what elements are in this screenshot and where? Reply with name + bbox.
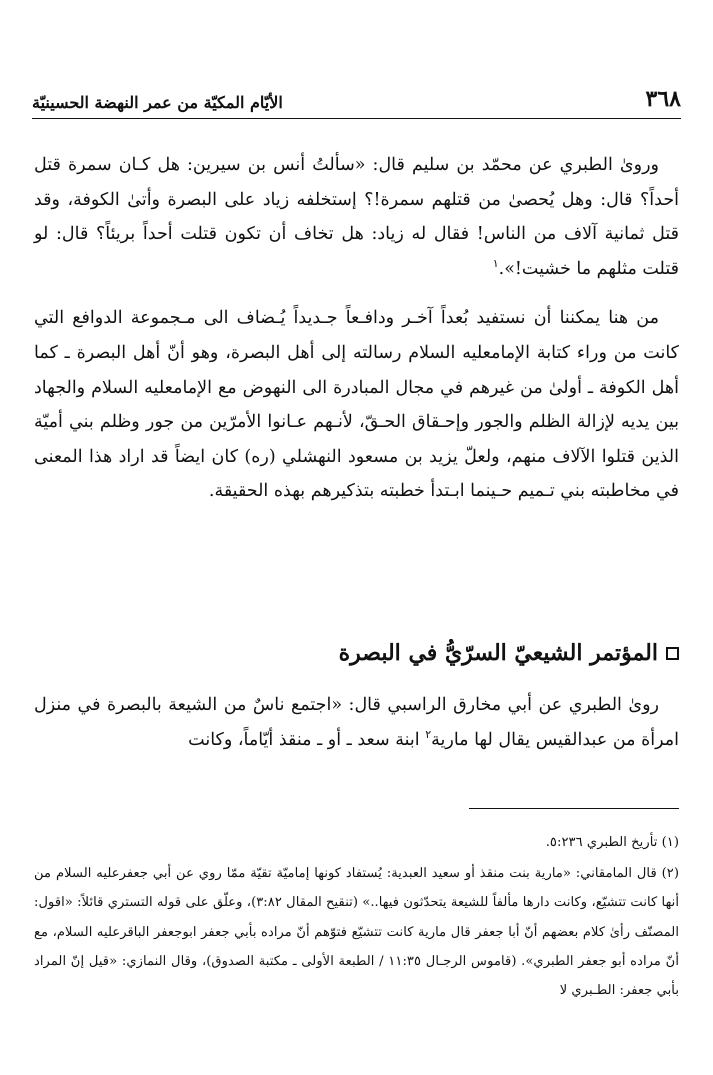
paragraph-3-text-before: روىٰ الطبري عن أبي مخارق الراسبي قال: «اجتمع ناسٌ من الشيعة بالبصرة في منزل امرأة من عبدالقيس يقال لها مارية <box>34 695 679 750</box>
section-heading <box>34 640 679 666</box>
running-title: الأيّام المكيّة من عمر النهضة الحسينيّة <box>32 93 283 112</box>
footnote-1: (١) تأريخ الطبري ٥:٢٣٦. <box>545 835 679 850</box>
footnote-ref-2: ٢ <box>425 727 432 741</box>
paragraph-1 <box>34 148 679 286</box>
footnotes <box>34 828 679 1005</box>
square-icon <box>666 647 679 660</box>
section-heading-text: المؤتمر الشيعيّ السرّيُّ في البصرة <box>338 640 658 666</box>
footnote-ref-1: ١ <box>492 256 499 270</box>
paragraph-2: من هنا يمكننا أن نستفيد بُعداً آخـر ودافـعاً جـديداً يُـضاف الى مـجموعة الدوافع التي كانت من وراء كتابة الإمامعليه السلام رسالته إلى أهل البصرة، وهو أنّ أهل البصرة ـ كما أهل الكوفة ـ أولىٰ من غيرهم في مجال المبادرة الى النهوض مع الإمامعليه السلام والجهاد بين يديه لإزالة الظلم والجور وإحـقاق الحـقّ، لأنـهم عـانوا الأمرّين من جور وظلم بني أميّة الذين قتلوا الآلاف منهم، ولعلّ يزيد بن مسعود النهشلي (ره) كان ايضاً قد اراد هذا المعنى في مخاطبته بني تـميم حـينما ابـتدأ خطبته بتذكيرهم بهذه الحقيقة. <box>34 308 679 502</box>
footnote-divider <box>469 808 679 809</box>
section-text <box>34 688 679 757</box>
footnote-2: (٢) قال المامقاني: «مارية بنت منقذ أو سعيد العبدية: يُستفاد كونها إماميّة تقيّة ممّا روي عن أبي جعفرعليه السلام من أنها كانت تتشيّع، وكانت دارها مألفاً للشيعة يتحدّثون فيها..» (تنقيح المقال ٣:٨٢)، وعلّق على قوله التستري قائلاً: «اقول: المصنّف رأىٰ كلام بعضهم أنّ أبا جعفر قال مارية كانت تتشيّع فتوّهم أنّ مراده بأبي جعفر ابوجعفر الباقرعليه السلام، مع أنّ مراده أبو جعفر الطبري». (قاموس الرجـال ١١:٣٥ / الطبعة الأولى ـ مكتبة الصدوق)، وقال النمازي: «قيل إنّ المراد بأبي جعفر: الطـبري لا <box>34 866 679 999</box>
page-header <box>32 72 681 119</box>
paragraph-1-text: وروىٰ الطبري عن محمّد بن سليم قال: «سألتُ أنس بن سيرين: هل كـان سمرة قتل أحداً؟ قال: وهل يُحصىٰ من قتلهم سمرة!؟ إستخلفه زياد على البصرة وأتىٰ الكوفة، وقد قتل ثمانية آلاف من الناس! فقال له زياد: هل تخاف أن تكون قتلت أحداً بريئاً؟ قال: لو قتلت مثلهم ما خشيت!». <box>34 155 679 279</box>
paragraph-3-text-after: ابنة سعد ـ أو ـ منقذ أيّاماً، وكانت <box>188 729 426 750</box>
page-number: ٣٦٨ <box>645 86 681 112</box>
main-text <box>34 148 679 509</box>
paragraph-3 <box>34 688 679 757</box>
